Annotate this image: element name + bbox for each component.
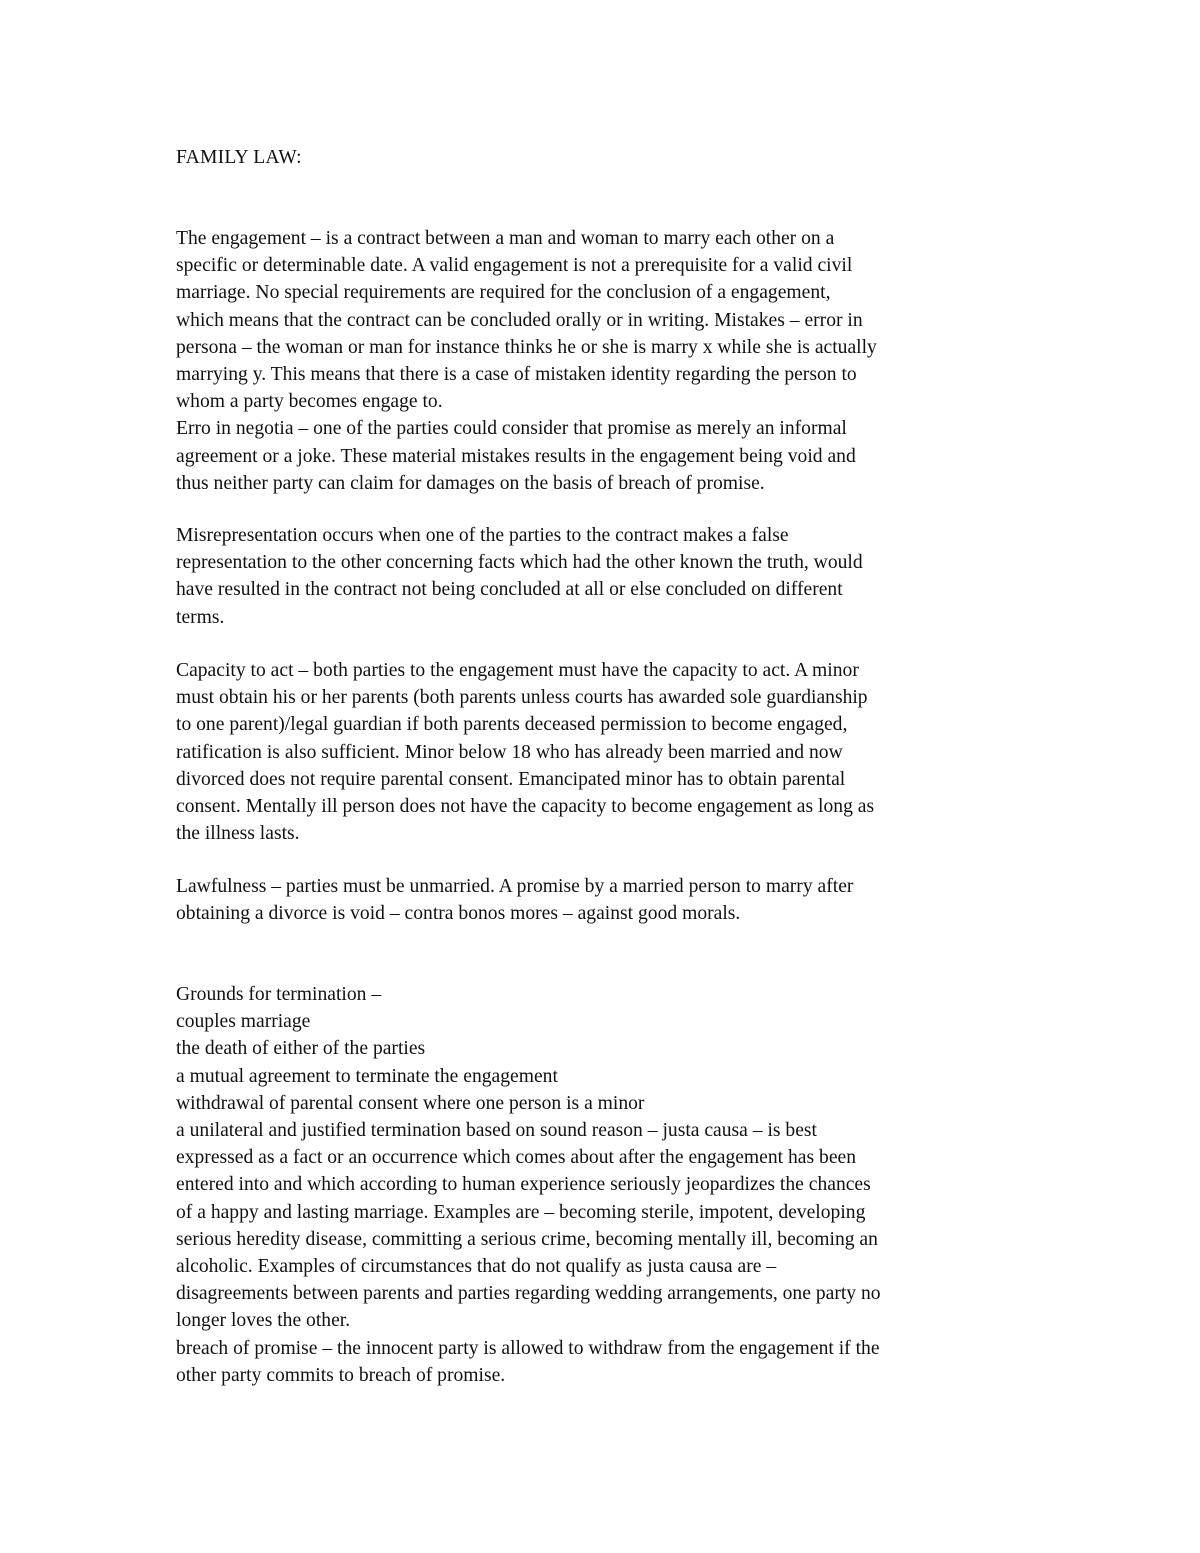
list-item: a mutual agreement to terminate the engagement — [176, 1065, 558, 1087]
list-item: couples marriage — [176, 1011, 311, 1033]
termination-heading: Grounds for termination – — [176, 984, 382, 1005]
paragraph-lawfulness: Lawfulness – parties must be unmarried. A promise by a married person to marry after obtaining a divorce is void – contra bonos mores – against good morals. — [176, 876, 854, 925]
termination-list — [176, 981, 1036, 1389]
list-item: a unilateral and justified termination based on sound reason – justa causa – is best expressed as a fact or an occurrence which comes about after the engagement has been entered into and which according to human experience seriously jeopardizes the chances of a happy and lasting marriage. Examples are – becoming sterile, impotent, developing serious heredity disease, committing a serious crime, becoming mentally ill, becoming an alcoholic. Examples of circumstances that do not qualify as justa causa are – disagreements between parents and parties regarding wedding arrangements, one party no longer loves the other. — [176, 1120, 881, 1332]
paragraph-misrepresentation: Misrepresentation occurs when one of the parties to the contract makes a false representation to the other concerning facts which had the other known the truth, would have resulted in the contract not being concluded at all or else concluded on different terms. — [176, 525, 863, 628]
document-title: FAMILY LAW: — [176, 147, 302, 168]
list-item: breach of promise – the innocent party is allowed to withdraw from the engagement if the other party commits to breach of promise. — [176, 1337, 880, 1386]
paragraph-capacity-to-act: Capacity to act – both parties to the engagement must have the capacity to act. A minor must obtain his or her parents (both parents unless courts has awarded sole guardianship to one parent)/legal guardian if both parents deceased permission to become engaged, ratification is also sufficient. Minor below 18 who has already been married and now divorced does not require parental consent. Emancipated minor has to obtain parental consent. Mentally ill person does not have the capacity to become engagement as long as the illness lasts. — [176, 660, 875, 845]
list-item: withdrawal of parental consent where one person is a minor — [176, 1092, 645, 1114]
list-item: the death of either of the parties — [176, 1038, 426, 1060]
paragraph-engagement: The engagement – is a contract between a man and woman to marry each other on a specific or determinable date. A valid engagement is not a prerequisite for a valid civil marriage. No special requirements are required for the conclusion of a engagement, which means that the contract can be concluded orally or in writing. Mistakes – error in persona – the woman or man for instance thinks he or she is marry x while she is actually marrying y. This means that there is a case of mistaken identity regarding the person to whom a party becomes engage to. Erro in negotia – one of the parties could consider that promise as merely an informal agreement or a joke. These material mistakes results in the engagement being void and thus neither party can claim for damages on the basis of breach of promise. — [176, 228, 877, 494]
